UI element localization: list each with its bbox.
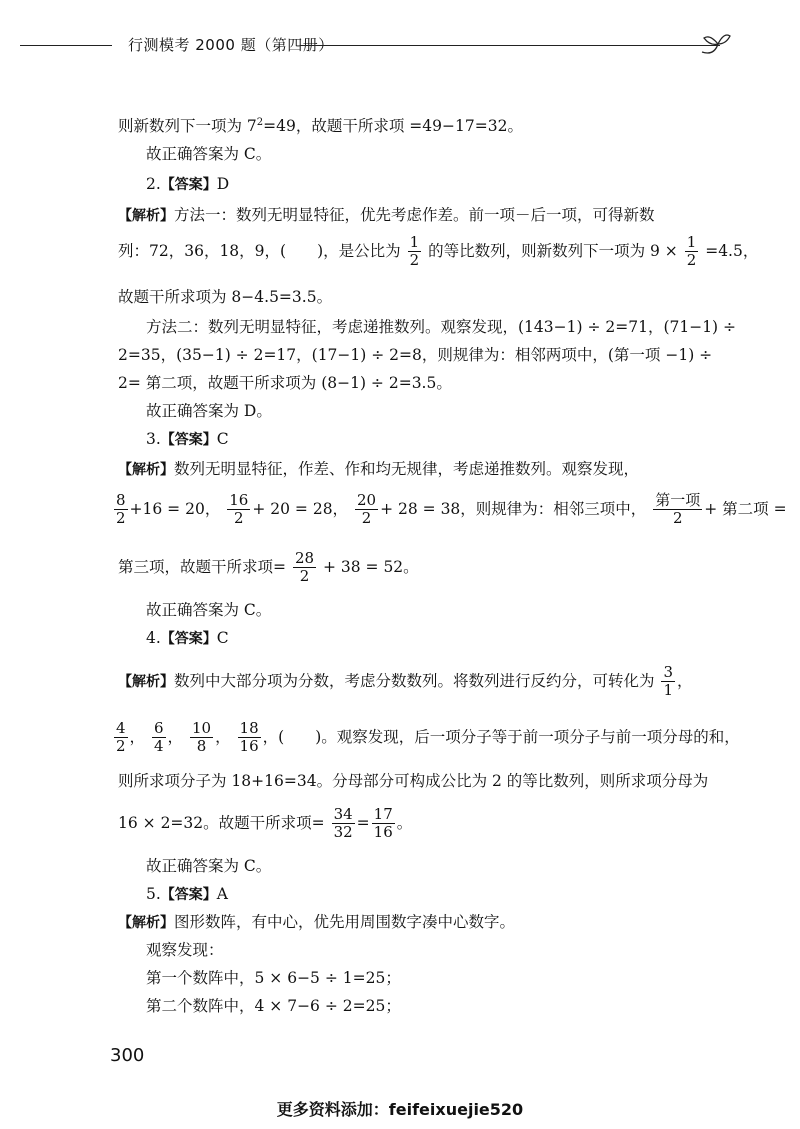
sprout-icon — [700, 30, 732, 58]
text-line: 方法二：数列无明显特征，考虑递推数列。观察发现，(143−1) ÷ 2=71，(71−1) ÷ — [146, 318, 737, 336]
header-rule-left — [20, 45, 112, 46]
header-title: 行测模考 2000 题（第四册） — [128, 36, 334, 54]
fraction: $\frac{28}{2}$ — [294, 549, 315, 586]
fraction: $\frac{6}{4}$ — [154, 719, 164, 756]
fraction: $\frac{20}{2}$ — [357, 491, 377, 528]
q2-explanation-line: 列：72，36，18，9，( )，是公比为 $\frac{1}{2}$ 的等比数列，则新数列下一项为 9 × $\frac{1}{2}$ =4.5， — [118, 233, 759, 270]
q4-explanation-line: $\frac{4}{2}$ ， $\frac{6}{4}$ ， $\frac{10}{8}$ ， $\frac{18}{16}$ ，( )。观察发现，后一项分子等于前一项分子与前一项分母的和， — [116, 719, 740, 756]
text-line: 第二个数阵中，4 × 7−6 ÷ 2=25； — [146, 997, 401, 1015]
q3-formula-line: 第三项，故题干所求项= $\frac{28}{2}$ + 38 = 52。 — [118, 549, 419, 586]
page-number: 300 — [110, 1045, 145, 1066]
answer-line: 故正确答案为 C。 — [146, 857, 272, 875]
q4-answer: 4.【答案】C — [146, 629, 229, 647]
text-line: 观察发现： — [146, 941, 224, 959]
fraction: $\frac{18}{16}$ — [239, 719, 259, 756]
text-line: 则所求项分子为 18+16=34。分母部分可构成公比为 2 的等比数列，则所求项分母为 — [118, 772, 709, 790]
fraction: $\frac{1}{2}$ — [686, 233, 697, 270]
fraction: $\frac{3}{1}$ — [663, 663, 673, 700]
header-rule-right — [300, 45, 720, 46]
q4-explanation-line: 【解析】数列中大部分项为分数，考虑分数数列。将数列进行反约分，可转化为 $\frac{3}{1}$ ， — [118, 663, 693, 700]
text-line: 2= 第二项，故题干所求项为 (8−1) ÷ 2=3.5。 — [118, 374, 452, 392]
q5-explanation-line: 【解析】图形数阵，有中心，优先用周围数字凑中心数字。 — [118, 913, 516, 931]
fraction: $\frac{8}{2}$ — [116, 491, 126, 528]
q3-answer: 3.【答案】C — [146, 430, 229, 448]
text-line: 2=35，(35−1) ÷ 2=17，(17−1) ÷ 2=8，则规律为：相邻两项中，(第一项 −1) ÷ — [118, 346, 713, 364]
footer-watermark: 更多资料添加：feifeixuejie520 — [276, 1100, 524, 1119]
answer-line: 故正确答案为 C。 — [146, 145, 272, 163]
fraction: $\frac{1}{2}$ — [409, 233, 420, 270]
q2-explanation-line: 【解析】方法一：数列无明显特征，优先考虑作差。前一项－后一项，可得新数 — [118, 206, 655, 224]
q3-formula-line: $\frac{8}{2}$ +16 = 20， $\frac{16}{2}$ + 20 = 28， $\frac{20}{2}$ + 28 = 38，则规律为：相邻三项中， $\frac{\text{第一项}}{2}$ + 第二项 = — [116, 491, 787, 528]
text-line: 故题干所求项为 8−4.5=3.5。 — [118, 288, 333, 306]
fraction: $\frac{16}{2}$ — [229, 491, 249, 528]
fraction: $\frac{17}{16}$ — [373, 805, 393, 842]
fraction: $\frac{10}{8}$ — [192, 719, 212, 756]
fraction: $\frac{34}{32}$ — [333, 805, 353, 842]
text-line: 则新数列下一项为 $7^2=49$，故题干所求项 =49−17=32。 — [118, 117, 523, 136]
q2-answer: 2.【答案】D — [146, 175, 230, 193]
running-header — [20, 30, 740, 60]
q4-formula-line: 16 × 2=32。故题干所求项= $\frac{34}{32}$ = $\frac{17}{16}$ 。 — [118, 805, 413, 842]
fraction: $\frac{\text{第一项}}{2}$ — [655, 491, 701, 528]
answer-line: 故正确答案为 C。 — [146, 601, 272, 619]
q5-answer: 5.【答案】A — [146, 885, 228, 903]
fraction: $\frac{4}{2}$ — [116, 719, 126, 756]
text-line: 第一个数阵中，5 × 6−5 ÷ 1=25； — [146, 969, 401, 987]
q3-explanation-line: 【解析】数列无明显特征，作差、作和均无规律，考虑递推数列。观察发现， — [118, 460, 640, 478]
answer-line: 故正确答案为 D。 — [146, 402, 272, 420]
